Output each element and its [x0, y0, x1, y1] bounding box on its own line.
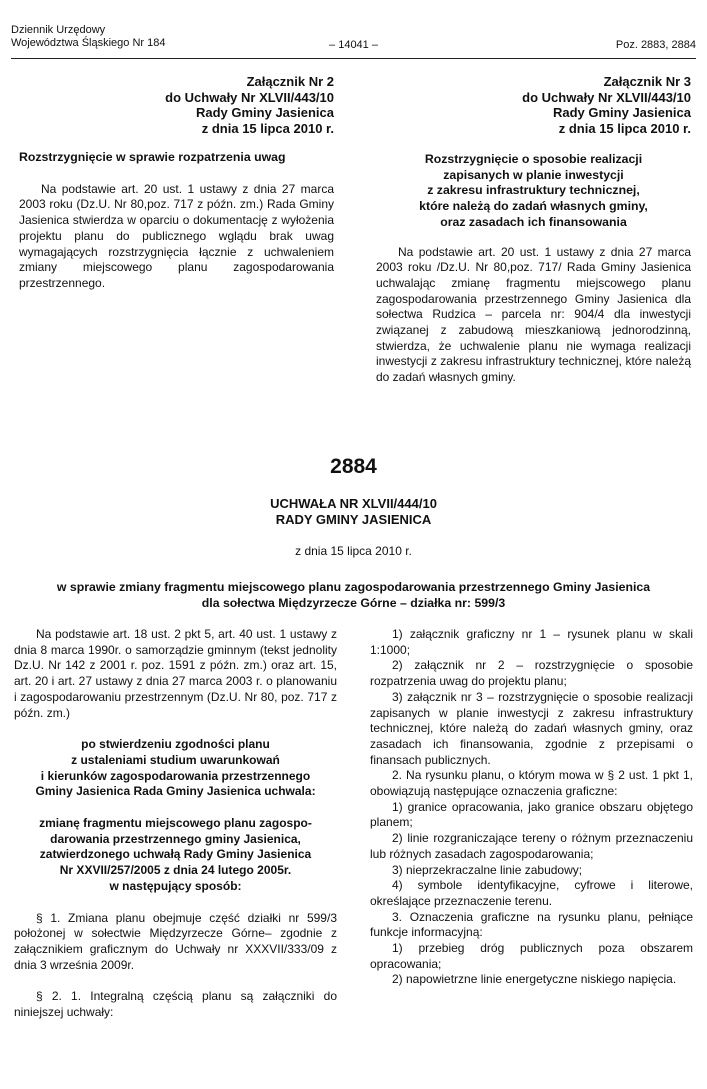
attachment-2-heading-line: z dnia 15 lipca 2010 r.	[201, 120, 334, 136]
attachment-3-title	[376, 152, 691, 231]
list-item: 3. Oznaczenia graficzne na rysunku planu, pełniące funkcje informacyjną:	[370, 909, 693, 940]
attachment-2-heading-line: Rady Gminy Jasienica	[195, 105, 334, 120]
attachment-3-title-line: Rozstrzygnięcie o sposobie realizacji	[424, 152, 643, 166]
attachment-3-heading-line: Załącznik Nr 3	[603, 74, 691, 89]
resolution-title	[0, 496, 707, 527]
list-item: 2) napowietrzne linie energetyczne niskiego napięcia.	[392, 972, 677, 987]
list-item: 1) załącznik graficzny nr 1 – rysunek planu w skali 1:1000;	[370, 627, 693, 657]
change-statement	[14, 816, 337, 895]
attachment-2-title: Rozstrzygnięcie w sprawie rozpatrzenia uwag	[19, 150, 286, 164]
attachment-3-heading-line: z dnia 15 lipca 2010 r.	[558, 120, 691, 136]
resolution-title-line2: RADY GMINY JASIENICA	[275, 511, 432, 527]
list-item: 1) granice opracowania, jako granice obszaru objętego planem;	[370, 799, 693, 830]
resolution-title-line1: UCHWAŁA NR XLVII/444/10	[270, 496, 437, 511]
attachment-2-heading-line: do Uchwały Nr XLVII/443/10	[165, 89, 334, 105]
compliance-line: po stwierdzeniu zgodności planu	[81, 737, 270, 752]
attachment-2-heading	[19, 74, 334, 136]
list-item: 2. Na rysunku planu, o którym mowa w § 2 ust. 1 pkt 1, obowiązują następujące oznaczenia graficzne:	[370, 768, 693, 799]
attachment-2	[19, 74, 334, 292]
list-item: 1) przebieg dróg publicznych poza obszarem opracowania;	[370, 941, 693, 971]
attachment-3-title-line: zapisanych w planie inwestycji	[443, 167, 624, 182]
resolution-right-column	[370, 627, 693, 988]
document-number: 2884	[330, 455, 377, 478]
list-item: 3) załącznik nr 3 – rozstrzygnięcie o sposobie realizacji zapisanych w planie inwestycji z zakresu infrastruktury technicznej, które należą do zadań własnych gminy, oraz zasadach ich finansowania, zgodnie z przepisami o finansach publicznych.	[370, 689, 693, 767]
attachment-3-title-line: które należą do zadań własnych gminy,	[419, 199, 648, 214]
paragraph-2: § 2. 1. Integralną częścią planu są załączniki do niniejszej uchwały:	[14, 989, 337, 1020]
attachment-2-heading-line: Załącznik Nr 2	[246, 74, 334, 89]
attachment-3-heading-line: do Uchwały Nr XLVII/443/10	[522, 89, 691, 105]
list-item: 3) nieprzekraczalne linie zabudowy;	[392, 862, 583, 877]
list-item: 2) załącznik nr 2 – rozstrzygnięcie o sposobie rozpatrzenia uwag do projektu planu;	[370, 658, 693, 689]
attachment-3-heading	[376, 74, 691, 136]
resolution-left-column	[14, 627, 337, 1021]
attachment-2-body: Na podstawie art. 20 ust. 1 ustawy z dnia 27 marca 2003 roku (Dz.U. Nr 80,poz. 717 z późn. zm.) Rada Gminy Jasienica stwierdza w oparciu o dokumentację z wyłożenia projektu planu do publicznego wglądu brak uwag wymagających rozstrzygnięcia łącznie z uchwaleniem zmiany miejscowego planu zagospodarowania przestrzennego.	[19, 181, 334, 290]
paragraph-1: § 1. Zmiana planu obejmuje część działki nr 599/3 położonej w sołectwie Międzyrzecze Górne– zgodnie z załącznikiem graficznym do Uchwały nr XXXVII/333/09 z dnia 3 września 2009r.	[14, 910, 337, 972]
change-line: zatwierdzonego uchwałą Rady Gminy Jasienica	[39, 847, 312, 862]
compliance-line: i kierunków zagospodarowania przestrzennego	[40, 768, 311, 783]
resolution-subject	[14, 579, 693, 611]
position-reference: Poz. 2883, 2884	[615, 39, 696, 51]
journal-name-line1: Dziennik Urzędowy	[11, 24, 106, 36]
list-item: 4) symbole identyfikacyjne, cyfrowe i literowe, określające przeznaczenie terenu.	[370, 878, 693, 908]
attachment-3-title-line: z zakresu infrastruktury technicznej,	[427, 183, 640, 198]
resolution-subject-line1: w sprawie zmiany fragmentu miejscowego planu zagospodarowania przestrzennego Gminy Jasienica	[56, 580, 651, 594]
change-line: Nr XXVII/257/2005 z dnia 24 lutego 2005r.	[59, 863, 292, 878]
list-item: 2) linie rozgraniczające tereny o różnym przeznaczeniu lub różnych zasadach zagospodarowania;	[370, 831, 693, 861]
change-line: darowania przestrzennego gminy Jasienica,	[50, 831, 301, 846]
running-header	[11, 24, 696, 59]
attachment-3-heading-line: Rady Gminy Jasienica	[552, 105, 691, 120]
journal-name-line2: Województwa Śląskiego Nr 184	[11, 37, 166, 49]
page-number: – 14041 –	[329, 39, 378, 51]
attachment-3-body: Na podstawie art. 20 ust. 1 ustawy z dnia 27 marca 2003 roku /Dz.U. Nr 80,poz. 717/ Rada Gminy Jasienica uchwalając zmianę fragmentu miejscowego planu zagospodarowania przestrzennego Gminy Jasienica dla sołectwa Rudzica – parcela nr: 904/4 dla inwestycji związanej z zabudową mieszkaniową jednorodzinną, stwierdza, że uchwalenie planu nie wymaga realizacji inwestycji z zakresu infrastruktury technicznej, które należą do zadań własnych gminy.	[376, 244, 691, 385]
change-line: zmianę fragmentu miejscowego planu zagospo-	[39, 816, 312, 831]
attachment-3-title-line: oraz zasadach ich finansowania	[440, 214, 627, 229]
compliance-line: z ustaleniami studium uwarunkowań	[71, 752, 280, 767]
resolution-date: z dnia 15 lipca 2010 r.	[295, 544, 412, 558]
legal-basis-paragraph: Na podstawie art. 18 ust. 2 pkt 5, art. 40 ust. 1 ustawy z dnia 8 marca 1990r. o samorządzie gminnym (tekst jednolity Dz.U. Nr 142 z 2001 r. poz. 1591 z późn. zm.) oraz art. 15, art. 20 i art. 27 ustawy z dnia 27 marca 2003 r. o planowaniu i zagospodarowaniu przestrzennym (Dz.U. Nr 80, poz. 717 z późn. zm.)	[14, 627, 337, 720]
compliance-line: Gminy Jasienica Rada Gminy Jasienica uchwala:	[35, 784, 316, 799]
change-line: w następujący sposób:	[109, 878, 242, 893]
attachment-3	[376, 74, 691, 386]
compliance-statement	[14, 737, 337, 800]
resolution-subject-line2: dla sołectwa Międzyrzecze Górne – działka nr: 599/3	[201, 596, 506, 610]
